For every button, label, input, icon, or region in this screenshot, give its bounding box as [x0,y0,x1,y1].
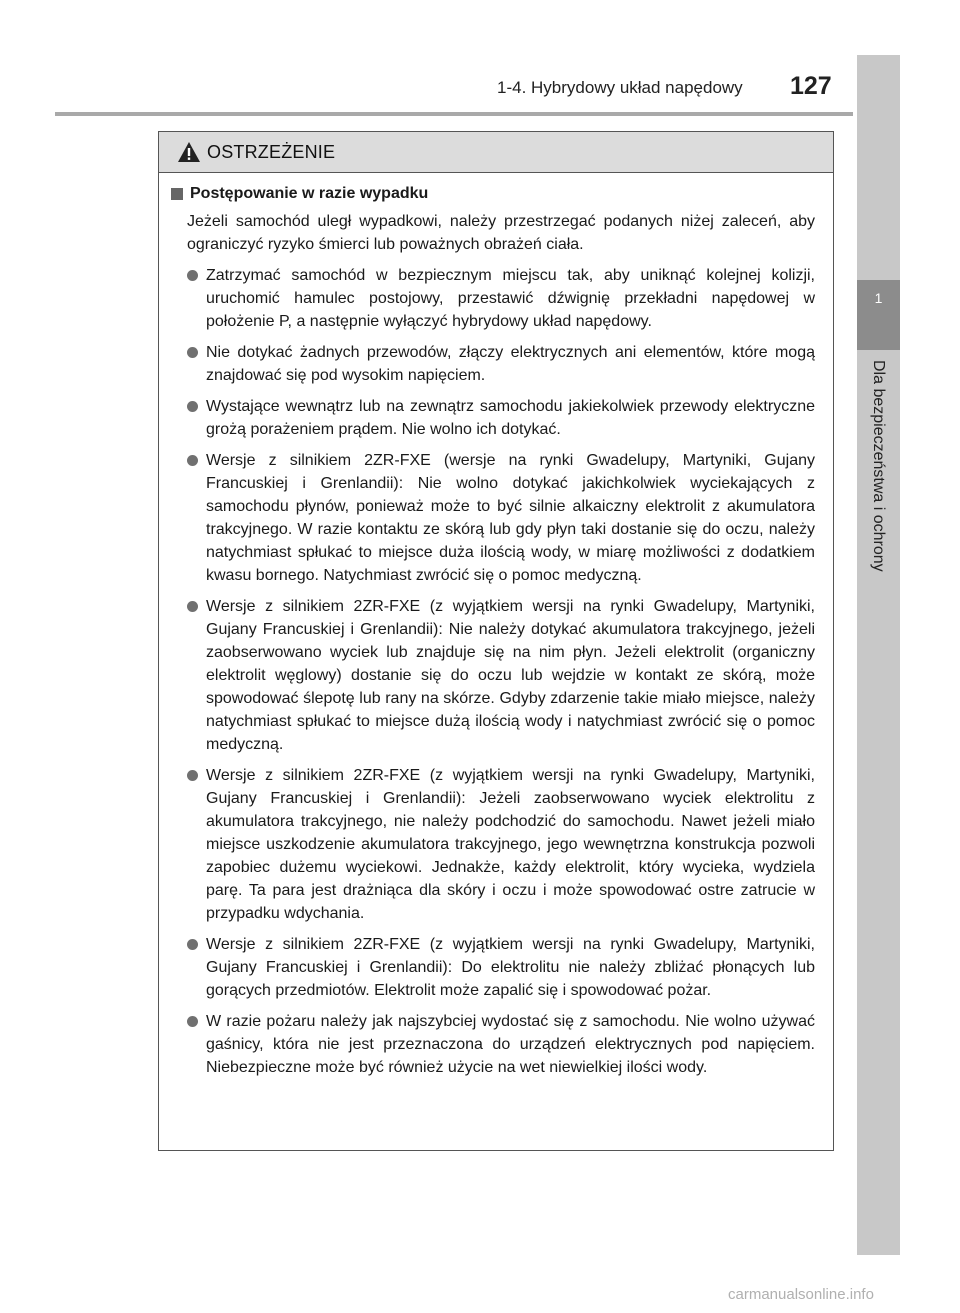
list-item [171,395,815,441]
list-item-text: Wersje z silnikiem 2ZR-FXE (wersje na rynki Gwadelupy, Martyniki, Gujany Francuskiej i Grenlandii): Nie wolno dotykać jakichkolwiek wyciekających z samochodu płynów, ponieważ może to być silnie alkaiczny elektrolit z akumulatora trakcyjnego. W razie kontaktu ze skórą lub gdy płyn taki dostanie się do oczu, należy natychmiast spłukać to miejsce duża ilością wody, w miarę możliwości z dodatkiem kwasu bornego. Natychmiast zwrócić się o pomoc medyczną. [206,452,815,584]
chapter-number: 1 [874,290,883,306]
list-item [171,264,815,333]
warning-list [171,264,815,1079]
bullet-dot-icon [187,770,198,781]
bullet-dot-icon [187,601,198,612]
header-rule [55,112,853,116]
page-number: 127 [790,72,832,100]
list-item [171,341,815,387]
side-tab-strip [857,55,900,1255]
list-item-text: Wystające wewnątrz lub na zewnątrz samochodu jakiekolwiek przewody elektryczne grożą porażeniem prądem. Nie wolno ich dotykać. [206,398,815,438]
section-heading-text: Postępowanie w razie wypadku [190,185,429,202]
bullet-dot-icon [187,347,198,358]
bullet-dot-icon [187,939,198,950]
warning-body [159,173,833,1079]
list-item [171,595,815,756]
list-item [171,764,815,925]
list-item-text: Nie dotykać żadnych przewodów, złączy elektrycznych ani elementów, które mogą znajdować się pod wysokim napięciem. [206,344,815,384]
section-heading [171,185,815,203]
square-bullet-icon [171,188,183,200]
intro-paragraph: Jeżeli samochód uległ wypadkowi, należy przestrzegać podanych niżej zaleceń, aby ograniczyć ryzyko śmierci lub poważnych obrażeń ciała. [187,213,815,253]
warning-title: OSTRZEŻENIE [207,141,336,162]
warning-header [159,132,833,173]
list-item-text: W razie pożaru należy jak najszybciej wydostać się z samochodu. Nie wolno używać gaśnicy, która nie jest przeznaczona do urządzeń elektrycznych pod napięciem. Niebezpieczne może być również użycie na wet niewielkiej ilości wody. [206,1013,815,1076]
chapter-label: Dla bezpieczeństwa i ochrony [870,360,887,572]
list-item-text: Wersje z silnikiem 2ZR-FXE (z wyjątkiem wersji na rynki Gwadelupy, Martyniki, Gujany Francuskiej i Grenlandii): Jeżeli zaobserwowano wyciek elektrolitu z akumulatora trakcyjnego, nie należy podchodzić do samochodu. Nawet jeżeli miało miejsce uszkodzenie akumulatora trakcyjnego, jego wewnętrzna konstrukcja pozwoli zapobiec dużemu wyciekowi. Jednakże, każdy elektrolit, który wycieka, wydziela parę. Ta para jest drażniąca dla skóry i oczu i może spowodować ostre zatrucie w przypadku wdychania. [206,767,815,922]
list-item-text: Wersje z silnikiem 2ZR-FXE (z wyjątkiem wersji na rynki Gwadelupy, Martyniki, Gujany Francuskiej i Grenlandii): Do elektrolitu nie należy zbliżać płonących lub gorących przedmiotów. Elektrolit może zapalić się i spowodować pożar. [206,936,815,999]
bullet-dot-icon [187,455,198,466]
list-item [171,449,815,587]
warning-triangle-icon [177,141,201,163]
bullet-dot-icon [187,1016,198,1027]
list-item-text: Wersje z silnikiem 2ZR-FXE (z wyjątkiem wersji na rynki Gwadelupy, Martyniki, Gujany Francuskiej i Grenlandii): Nie należy dotykać akumulatora trakcyjnego, jeżeli zaobserwowano wyciek lub znajduje się na nim płyn. Jeżeli elektrolit (organiczny elektrolit węglowy) dostanie się do oczu lub wejdzie w kontakt ze skórą, może spowodować ślepotę lub rany na skórze. Gdyby zdarzenie takie miało miejsce, należy natychmiast spłukać to miejsce dużą ilością wody i natychmiast zwrócić się o pomoc medyczną. [206,598,815,753]
section-title: 1-4. Hybrydowy układ napędowy [497,78,743,97]
watermark: carmanualsonline.info [728,1286,874,1303]
list-item [171,933,815,1002]
list-item [171,1010,815,1079]
bullet-dot-icon [187,270,198,281]
bullet-dot-icon [187,401,198,412]
warning-box [158,131,834,1151]
list-item-text: Zatrzymać samochód w bezpiecznym miejscu tak, aby uniknąć kolejnej kolizji, uruchomić hamulec postojowy, przestawić dźwignię przekładni napędowej w położenie P, a następnie wyłączyć hybrydowy układ napędowy. [206,267,815,330]
